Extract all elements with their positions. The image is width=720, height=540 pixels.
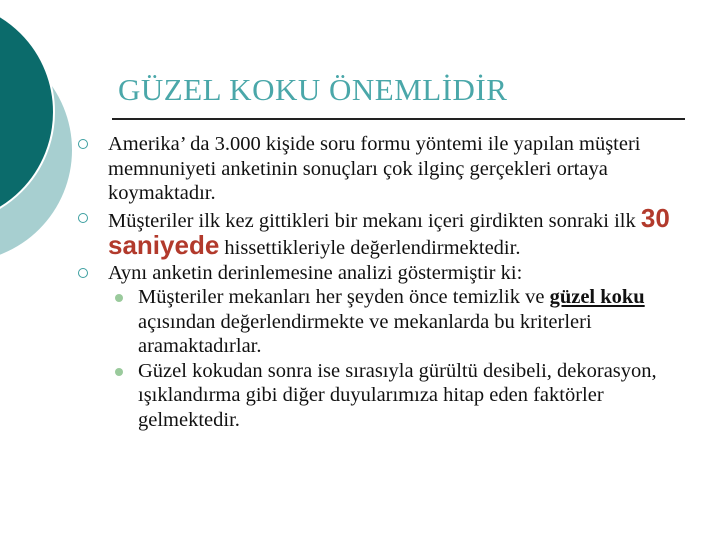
slide-title: GÜZEL KOKU ÖNEMLİDİR [118,72,508,107]
dot-bullet-icon [115,294,123,302]
bullet-text: hissettikleriyle değerlendirmektedir. [219,237,521,259]
sub-bullet-item [78,359,698,433]
bullet-text: Aynı anketin derinlemesine analizi göstermiştir ki: [108,261,523,284]
bullet-item [78,202,698,261]
bullet-item [78,132,698,206]
sub-bullet-item [78,285,698,359]
bullet-text: Amerika’ da 3.000 kişide soru formu yöntemi ile yapılan müşteri memnuniyeti anketinin sonuçları çok ilginç gerçekleri ortaya koymaktadır. [108,133,641,204]
ring-bullet-icon [78,213,88,223]
sub-bullet-text: açısından değerlendirmekte ve mekanlarda bu kriterleri aramaktadırlar. [138,310,592,357]
bullet-item [78,261,698,286]
ring-bullet-icon [78,139,88,149]
sub-bullet-text: Güzel kokudan sonra ise sırasıyla gürültü desibeli, dekorasyon, ışıklandırma gibi diğer duyularımıza hitap eden faktörler gelmektedir. [138,359,657,431]
bullet-text: Müşteriler ilk kez gittikleri bir mekanı içeri girdikten sonraki ilk [108,209,641,232]
highlight-text: 30 saniyede [108,202,670,260]
title-divider [112,118,685,120]
sub-bullet-text: Müşteriler mekanları her şeyden önce temizlik ve [138,286,550,308]
emphasis-text: güzel koku [549,286,645,308]
ring-bullet-icon [78,268,88,278]
slide-body [78,132,698,432]
dot-bullet-icon [115,368,123,376]
